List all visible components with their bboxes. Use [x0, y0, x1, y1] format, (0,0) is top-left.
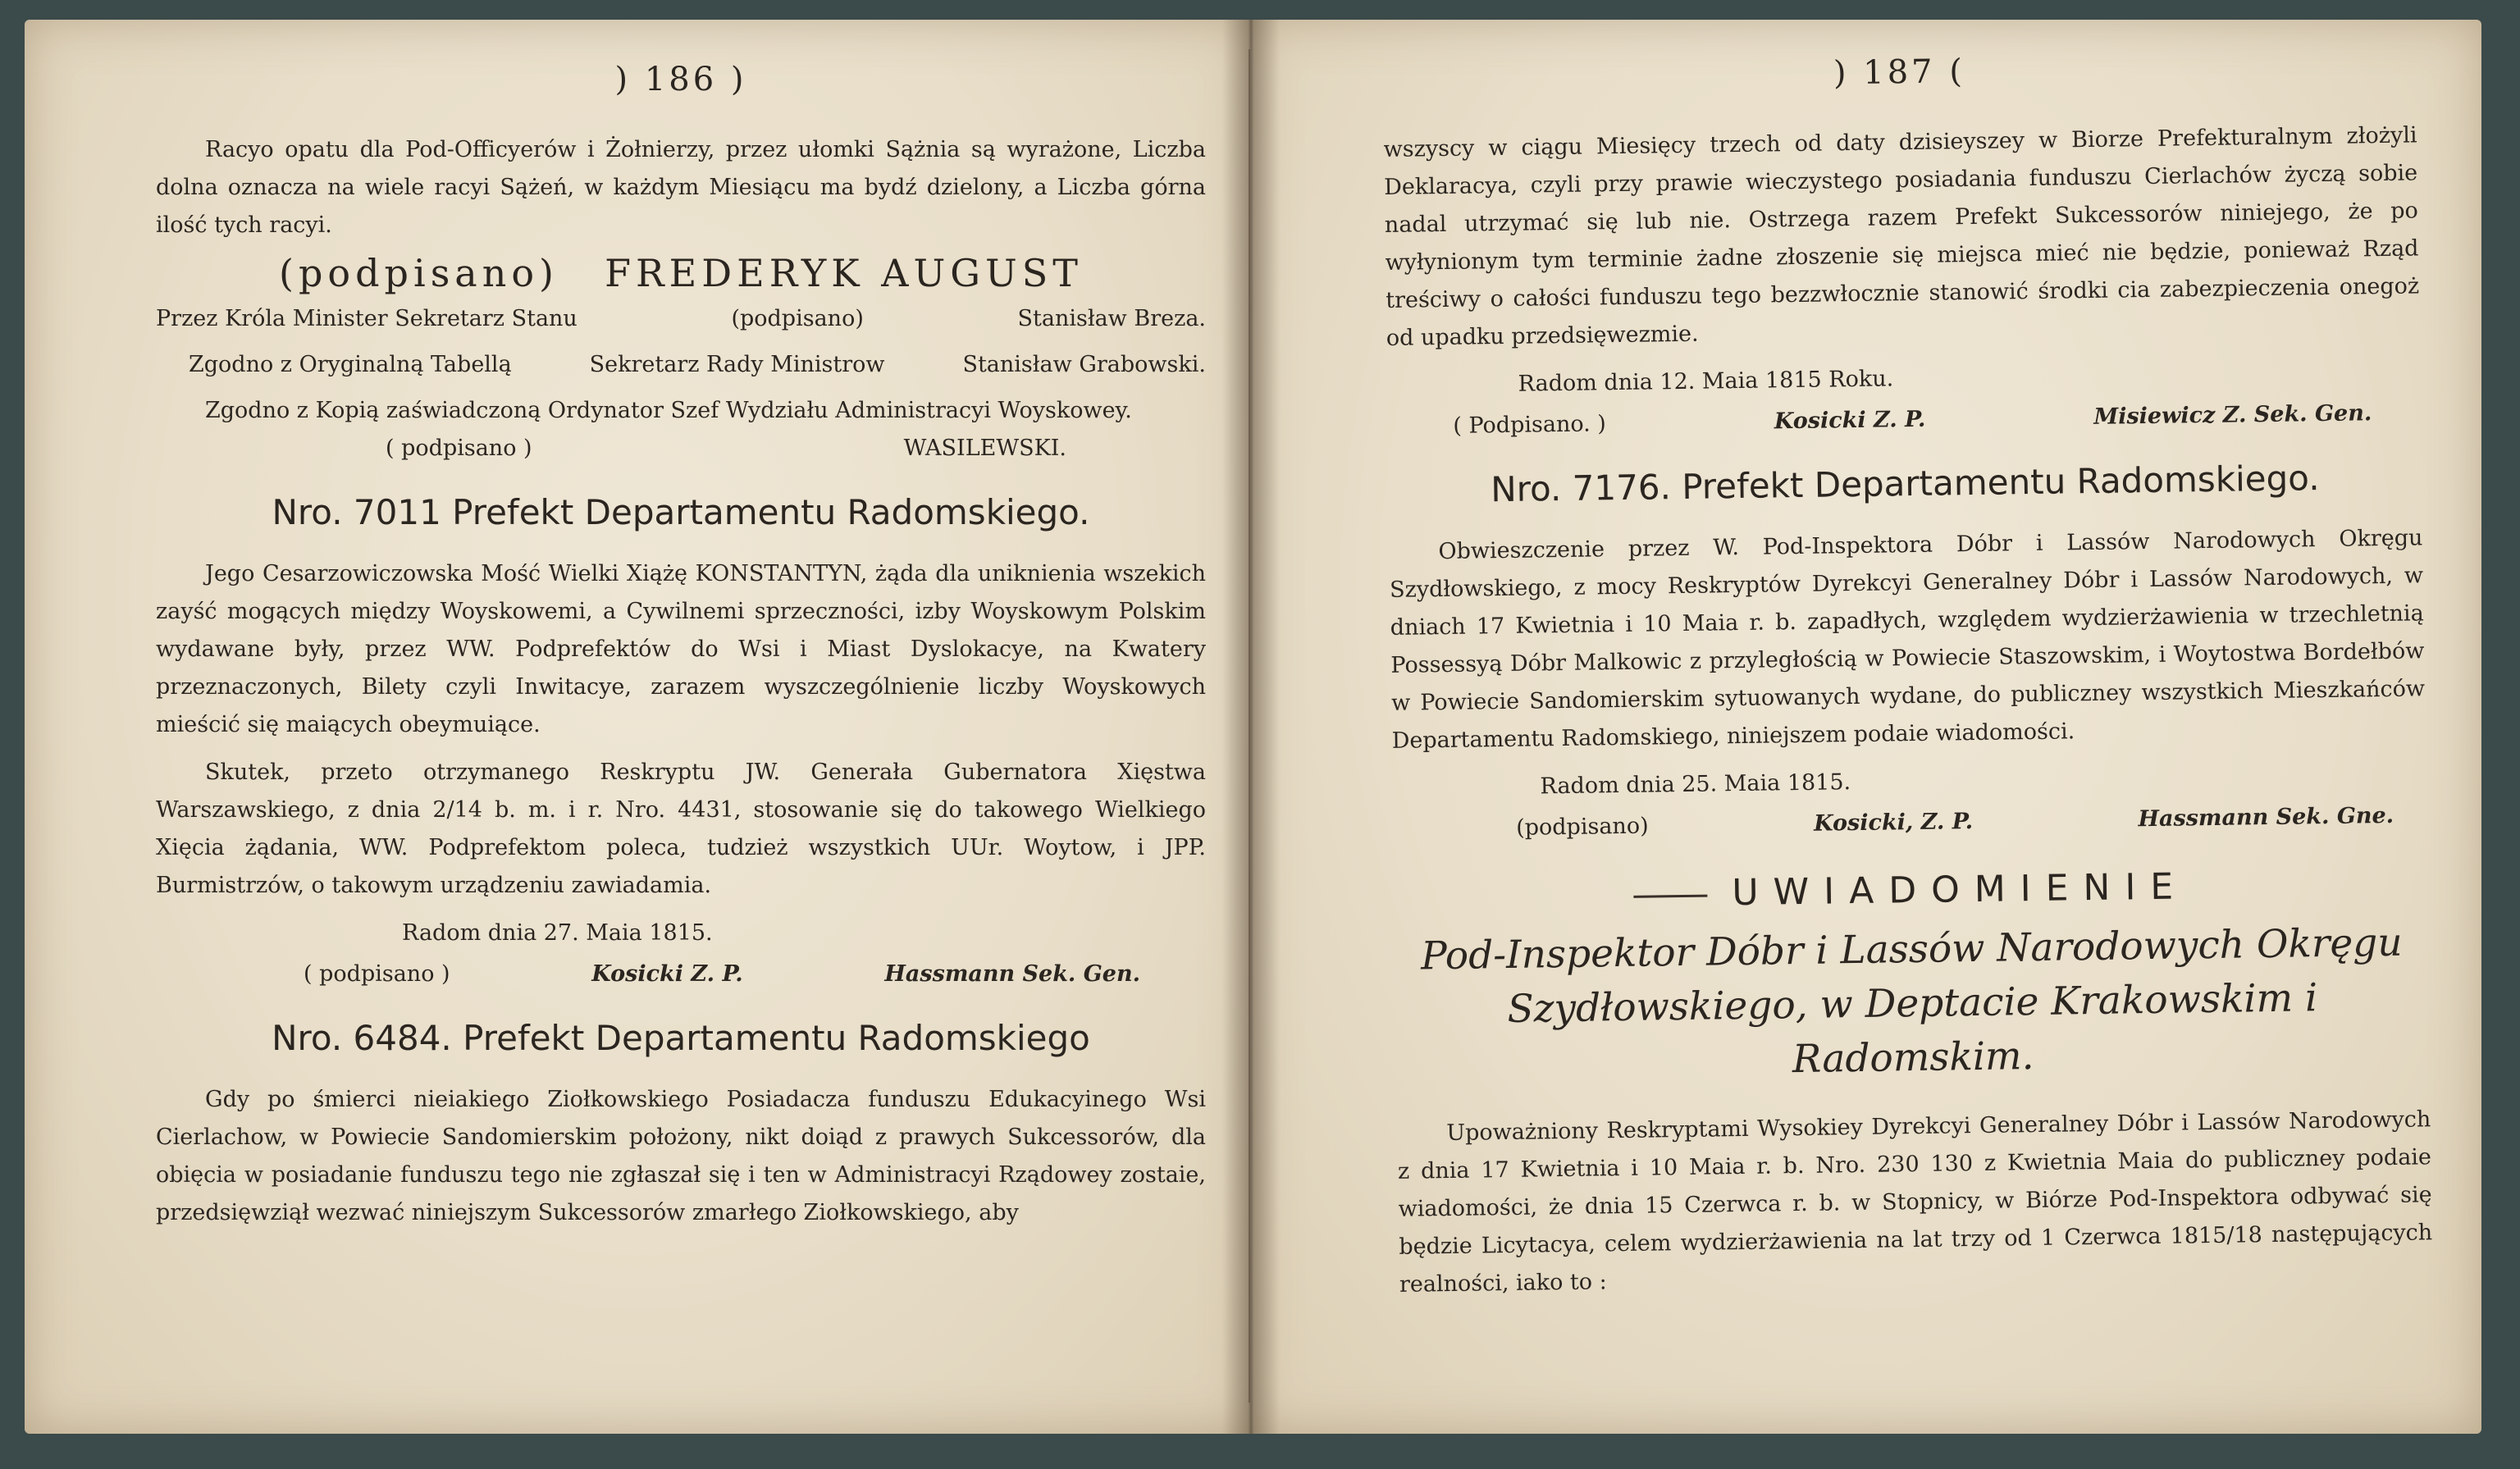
- uwiadomienie-text: UWIADOMIENIE: [1732, 865, 2189, 915]
- hassmann-signed: (podpisano): [1515, 813, 1649, 841]
- secretary-name: Stanisław Grabowski.: [962, 352, 1206, 377]
- uwiadomienie-title: [1394, 862, 2428, 919]
- page-number-left: ) 186 ): [614, 61, 747, 98]
- paragraph-konstantyn: Jego Cesarzowiczowska Mość Wielki Xiążę KONSTANTYN, żąda dla uniknienia wszekich zayść mogących między Woyskowemi, a Cywilnemi sprzeczności, izby Woyskowym Polskim wydawane były, przez WW. Podprefektów do Wsi i Miast Dyslokacye, na Kwatery przeznaczonych, Bilety czyli Inwitacye, zarazem wyszczególnienie liczby Woyskowych mieścić się maiących obeymuiące.: [156, 561, 1206, 737]
- signature-row-secretary: [156, 346, 1206, 384]
- right-page-content: [1382, 38, 2433, 1313]
- minister-title: Przez Króla Minister Sekretarz Stanu: [156, 306, 578, 331]
- title-dash: [1633, 894, 1707, 897]
- misiewicz-name: Misiewicz Z. Sek. Gen.: [2093, 400, 2372, 430]
- misiewicz-signed: ( Podpisano. ): [1453, 411, 1607, 439]
- signature-row-minister: [156, 300, 1206, 338]
- paragraph-upowazniony: Upoważniony Reskryptami Wysokiey Dyrekcyi Generalney Dóbr i Lassów Narodowych z dnia 17 Kwietnia i 10 Maia r. b. Nro. 230 130 z Kwietnia Maia do publiczney podaie wiadomości, że dnia 15 Czerwca r. b. w Stopnicy, w Biórze Pod-Inspektora odbywać się będzie Licytacya, celem wydzierżawienia na lat trzy od 1 Czerwca 1815/18 następujących realności, iako to :: [1397, 1106, 2433, 1298]
- right-page: [1251, 20, 2481, 1434]
- left-page-content: [156, 52, 1206, 1242]
- heading-nro-7011: Nro. 7011 Prefekt Departamentu Radomskiego.: [272, 492, 1090, 532]
- paragraph-skutek: Skutek, przeto otrzymanego Reskryptu JW. Generała Gubernatora Xięstwa Warszawskiego, z dnia 2/14 b. m. i r. Nro. 4431, stosowanie się do takowego Wielkiego Xięcia żądania, WW. Podprefektom poleca, tudzież wszystkich UUr. Woytow, i JPP. Burmistrzów, o takowym urządzeniu zawiadamia.: [156, 760, 1206, 898]
- hassmann-name: Hassmann Sek. Gen.: [884, 961, 1140, 987]
- king-name: FREDERYK AUGUST: [605, 251, 1083, 295]
- date-27-maia: Radom dnia 27. Maia 1815.: [402, 920, 713, 946]
- heading-nro-6484: Nro. 6484. Prefekt Departamentu Radomskiego: [272, 1018, 1090, 1058]
- hassmann-name-right: Hassmann Sek. Gne.: [2138, 802, 2394, 833]
- minister-signed: (podpisano): [731, 306, 864, 331]
- date-12-maia: Radom dnia 12. Maia 1815 Roku.: [1518, 366, 1894, 397]
- date-25-maia: Radom dnia 25. Maia 1815.: [1540, 769, 1851, 800]
- signature-row-king: [156, 251, 1206, 295]
- heading-nro-7176: Nro. 7176. Prefekt Departamentu Radomskiego.: [1490, 458, 2320, 510]
- signature-ordynator: Zgodno z Kopią zaświadczoną Ordynator Szef Wydziału Administracyi Woyskowey.: [205, 398, 1132, 423]
- kosicki-name: Kosicki Z. P.: [591, 961, 743, 987]
- paragraph-racyo: Racyo opatu dla Pod-Officyerów i Żołnierzy, przez ułomki Sążnia są wyrażone, Liczba dolna oznacza na wiele racyi Sążeń, w każdym Miesiącu ma bydź dzielony, a Liczba górna ilość tych racyi.: [156, 137, 1206, 238]
- paragraph-obwieszczenie: Obwieszczenie przez W. Pod-Inspektora Dóbr i Lassów Narodowych Okręgu Szydłowskiego, z mocy Reskryptów Dyrekcyi Generalney Dóbr i Lassów Narodowych, w dniach 17 Kwietnia i 10 Maia r. b. zapadłych, względem wydzierżawienia w trzechletnią Possessyą Dóbr Malkowic z przyległością w Powiecie Staszowskim, i Woytostwa Bordełbów w Powiecie Sandomierskim sytuowanych wydane, do publiczney wszystkich Mieszkańców Departamentu Radomskiego, niniejszem podaie wiadomości.: [1389, 525, 2426, 754]
- uwiadomienie-subtitle: Pod-Inspektor Dóbr i Lassów Narodowych Okręgu Szydłowskiego, w Deptacie Krakowskim i Radomskim.: [1420, 919, 2403, 1083]
- wasilewski-name: WASILEWSKI.: [903, 436, 1066, 461]
- signed-label: (podpisano): [279, 251, 559, 295]
- minister-name: Stanisław Breza.: [1017, 306, 1206, 331]
- paragraph-wszyscy: wszyscy w ciągu Miesięcy trzech od daty dzisieyszey w Biorze Prefekturalnym złożyli Deklaracya, czyli przy prawie wieczystego posiadania funduszu Cierlachów życzą sobie nadal utrzymać się lub nie. Ostrzega razem Prefekt Sukcessorów niniejego, że po wyłynionym tym terminie żadne złoszenie się miejsca mieć nie będzie, ponieważ Rząd treściwy o całości funduszu tego bezzwłocznie stanowić środki cia zabezpieczenia onegoż od upadku przedsięwezmie.: [1383, 122, 2420, 351]
- kosicki-name-2: Kosicki, Z. P.: [1813, 809, 1974, 837]
- book-gutter: [1222, 20, 1280, 1434]
- wasilewski-signed: ( podpisano ): [386, 436, 532, 461]
- signature-row-wasilewski: [156, 430, 1206, 468]
- secretary-title: Sekretarz Rady Ministrow: [589, 352, 885, 377]
- binding-thread: [1249, 49, 1250, 1403]
- kosicki-name-right: Kosicki Z. P.: [1774, 406, 1926, 435]
- kosicki-signed: ( podpisano ): [304, 961, 450, 987]
- secretary-note: Zgodno z Oryginalną Tabellą: [189, 352, 512, 377]
- page-number-right: ) 187 (: [1833, 52, 1966, 93]
- paragraph-gdy-po-smierci: Gdy po śmierci nieiakiego Ziołkowskiego Posiadacza funduszu Edukacyinego Wsi Cierlachow, w Powiecie Sandomierskim położony, nikt doiąd z prawych Sukcessorów, dla obięcia w posiadanie funduszu tego nie zgłaszał się i ten w Administracyi Rządowey zostaie, przedsięwziął wezwać niniejszym Sukcessorów zmarłego Ziołkowskiego, aby: [156, 1087, 1206, 1225]
- signature-row-kosicki: [156, 956, 1206, 993]
- left-page: [25, 20, 1251, 1434]
